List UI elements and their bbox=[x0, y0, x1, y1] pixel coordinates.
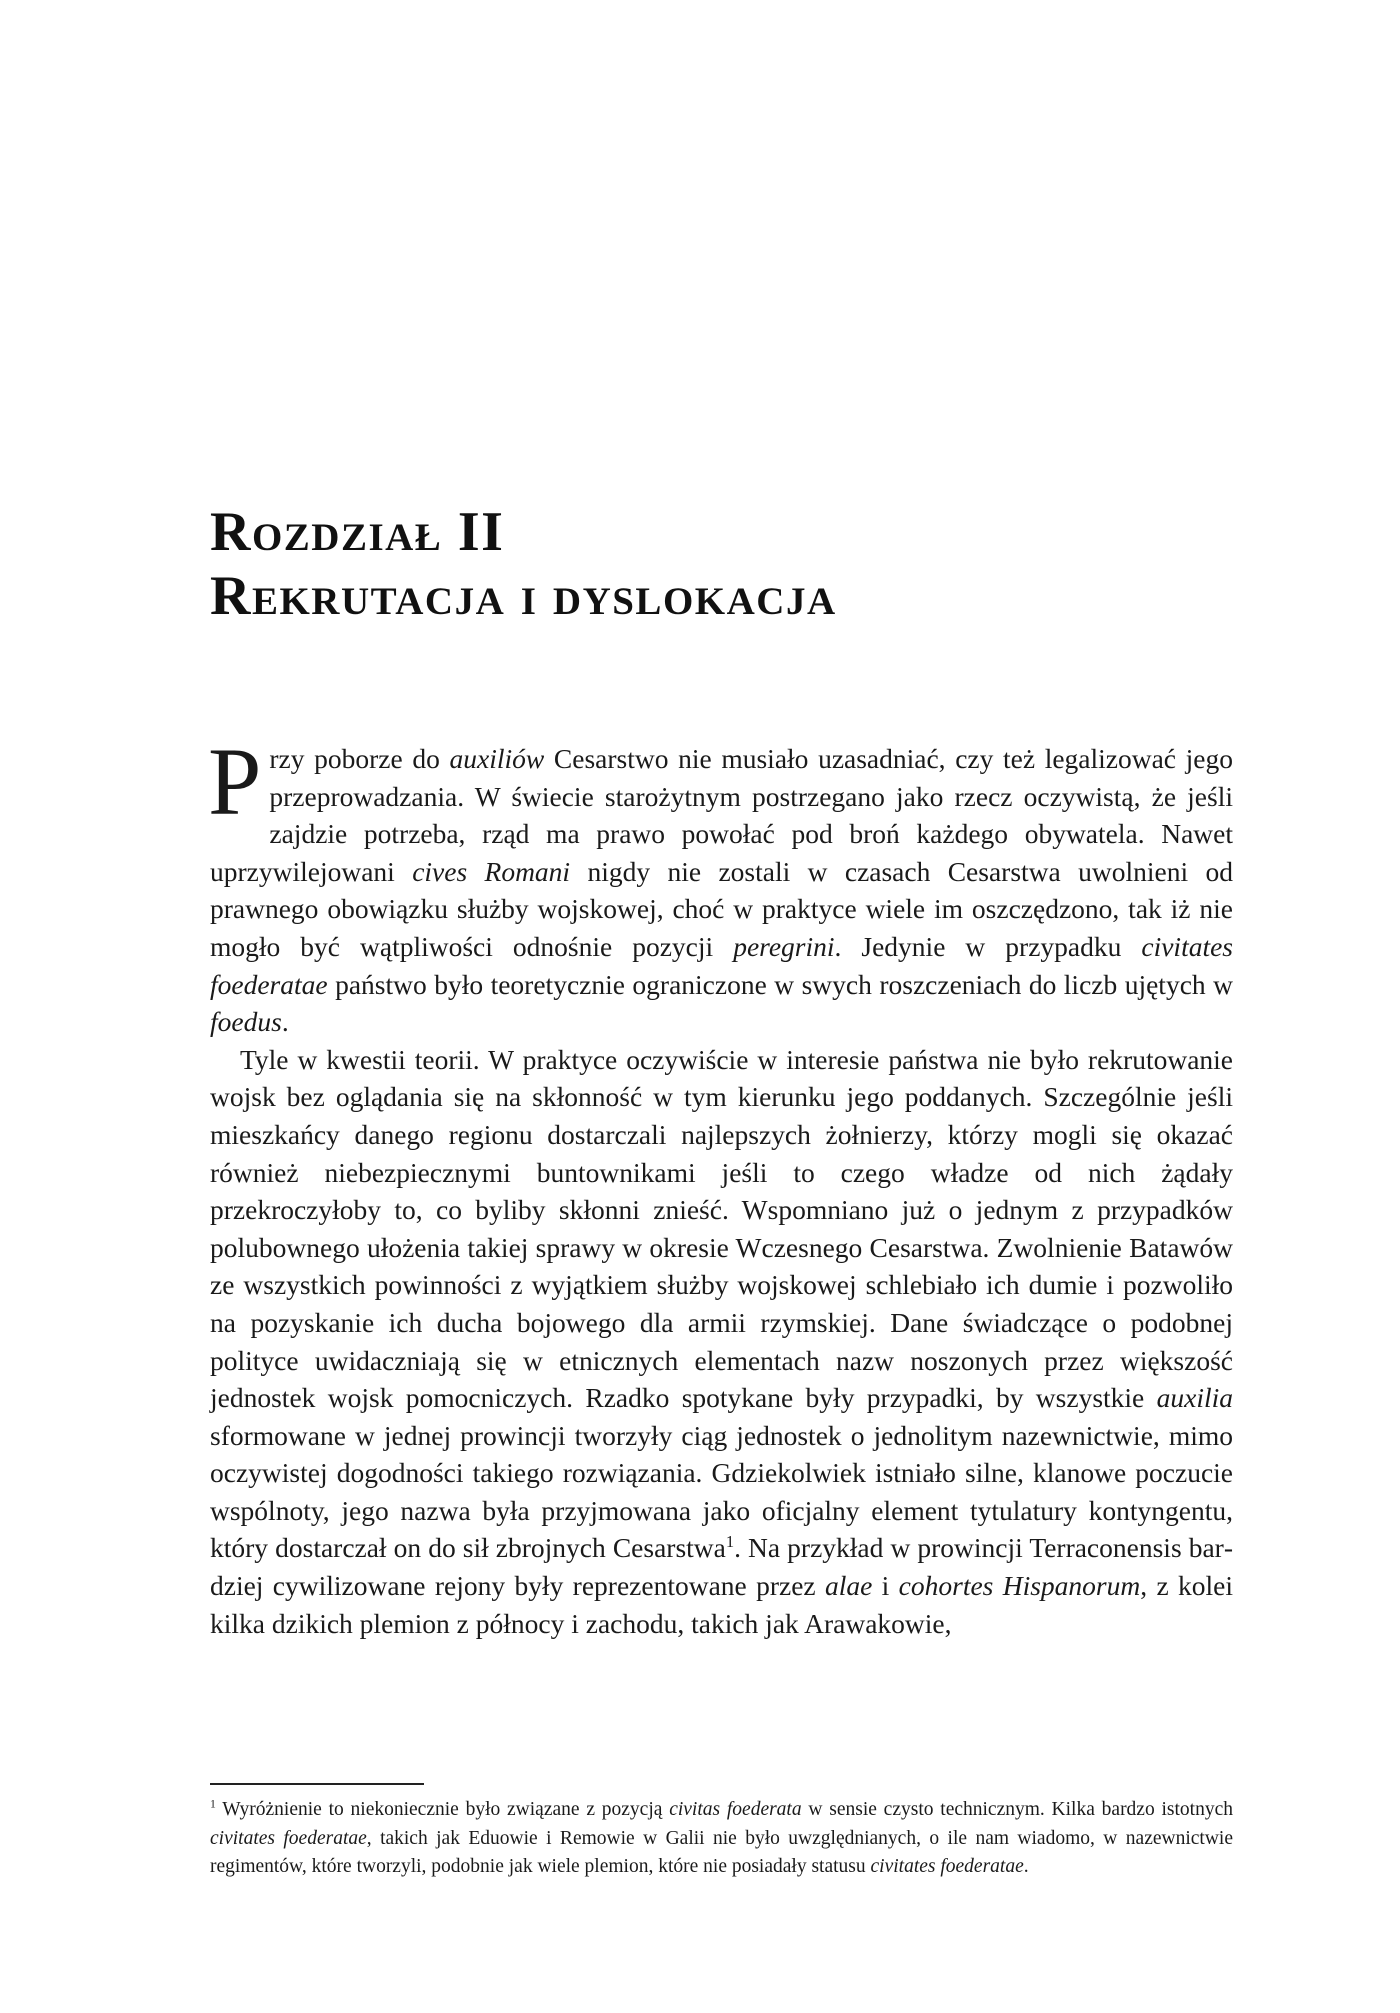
text-run: Tyle w kwestii teorii. W praktyce oczywiście w interesie państwa nie było rekrutowanie wojsk bez oglądania się na skłonność w tym kierunku jego poddanych. Szczególnie jeśli mieszkańcy danego regionu dostarczali najlepszych żołnierzy, którzy mogli się okazać również niebezpiecznymi buntownikami jeśli to czego władze od nich żądały przekroczyłoby to, co byliby skłonni znieść. Wspomniano już o jednym z przypadków polubownego ułożenia takiej sprawy w okresie Wczesnego Cesarstwa. Zwolnienie Batawów ze wszystkich powinności z wyjątkiem służby wojskowej schlebiało ich dumie i pozwoliło na pozyskanie ich ducha bojowego dla armii rzymskiej. Dane świadczące o podobnej polityce uwidaczniają się w etnicznych elementach nazw noszonych przez większość jednostek wojsk pomocniczych. Rzadko spotykane były przypadki, by wszystkie bbox=[210, 1043, 1233, 1414]
text-run: Wyróżnienie to niekoniecznie było związane z pozycją bbox=[215, 1799, 670, 1820]
italic-term: cohortes Hispanorum bbox=[898, 1570, 1141, 1602]
italic-term: civitates foederatae bbox=[870, 1856, 1024, 1877]
chapter-heading bbox=[210, 500, 1210, 628]
text-run: państwo było teoretycznie ograniczone w swych roszczeniach do liczb ujętych w bbox=[327, 968, 1233, 1000]
italic-term: peregrini bbox=[733, 930, 835, 962]
footnote-divider bbox=[210, 1783, 424, 1785]
text-run: , z kolei kilka dzikich plemion z północy i zachodu, takich jak Arawakowie, bbox=[210, 1570, 1233, 1639]
text-run: i bbox=[872, 1570, 899, 1602]
footnote-text bbox=[210, 1796, 1233, 1882]
italic-term: auxiliów bbox=[449, 743, 545, 774]
text-run: . Na przykład w prowincji Terraconensis bardziej cywilizowane rejony były reprezentowane przez bbox=[210, 1532, 1233, 1602]
text-run: . bbox=[281, 1006, 289, 1038]
body-text bbox=[208, 728, 1234, 1642]
italic-term: auxilia bbox=[1156, 1382, 1233, 1414]
text-run: . Jedynie w przypadku bbox=[834, 930, 1142, 962]
paragraph-2 bbox=[210, 1041, 1233, 1643]
footnote-reference[interactable]: 1 bbox=[725, 1532, 735, 1552]
chapter-number: Rozdział II bbox=[210, 501, 505, 563]
text-run: w sensie czysto technicznym. Kilka bardzo istotnych bbox=[801, 1799, 1233, 1820]
italic-term: civitas foederata bbox=[669, 1799, 802, 1820]
text-run: rzy poborze do bbox=[269, 743, 450, 774]
italic-term: cives Romani bbox=[412, 855, 571, 887]
text-run: . bbox=[1023, 1856, 1029, 1877]
footnote-mark: 1 bbox=[210, 1797, 216, 1811]
italic-term: alae bbox=[824, 1570, 873, 1602]
drop-cap: P bbox=[208, 728, 262, 835]
italic-term: civitates foederatae bbox=[210, 930, 1234, 1000]
text-run: nigdy nie zostali w czasach Cesarstwa uwolnieni od prawnego obowiązku służby wojskowej, choć w praktyce wiele im oszczędzono, tak iż nie mogło być wątpliwości odnośnie pozycji bbox=[210, 855, 1233, 962]
italic-term: civitates foederatae bbox=[210, 1827, 367, 1849]
paragraph-1 bbox=[208, 728, 1234, 1041]
chapter-title: Rekrutacja i dyslokacja bbox=[210, 565, 837, 627]
italic-term: foedus bbox=[210, 1006, 282, 1038]
text-run: , takich jak Eduowie i Remowie w Galii nie było uwzględnianych, o ile nam wiadomo, w nazewnictwie regimentów, które tworzyli, podobnie jak wiele plemion, które nie posiadały statusu bbox=[210, 1827, 1233, 1877]
text-run: sformowane w jednej prowincji tworzyły ciąg jednostek o jednolitym nazewnictwie, mimo oczywistej dogodności takiego rozwiązania. Gdziekolwiek istniało silne, klanowe poczucie wspólnoty, jego nazwa była przyjmowana jako oficjalny element tytulatury kontyngentu, który dostarczał on do sił zbrojnych Cesarstwa bbox=[210, 1419, 1233, 1564]
text-run: Cesarstwo nie musiało uzasadniać, czy też legalizować jego przeprowadzania. W świecie starożytnym postrzegano jako rzecz oczywistą, że jeśli zajdzie potrzeba, rząd ma prawo powołać pod broń każdego obywatela. Nawet uprzywilejowani bbox=[210, 743, 1234, 887]
footnote bbox=[210, 1796, 1233, 1882]
